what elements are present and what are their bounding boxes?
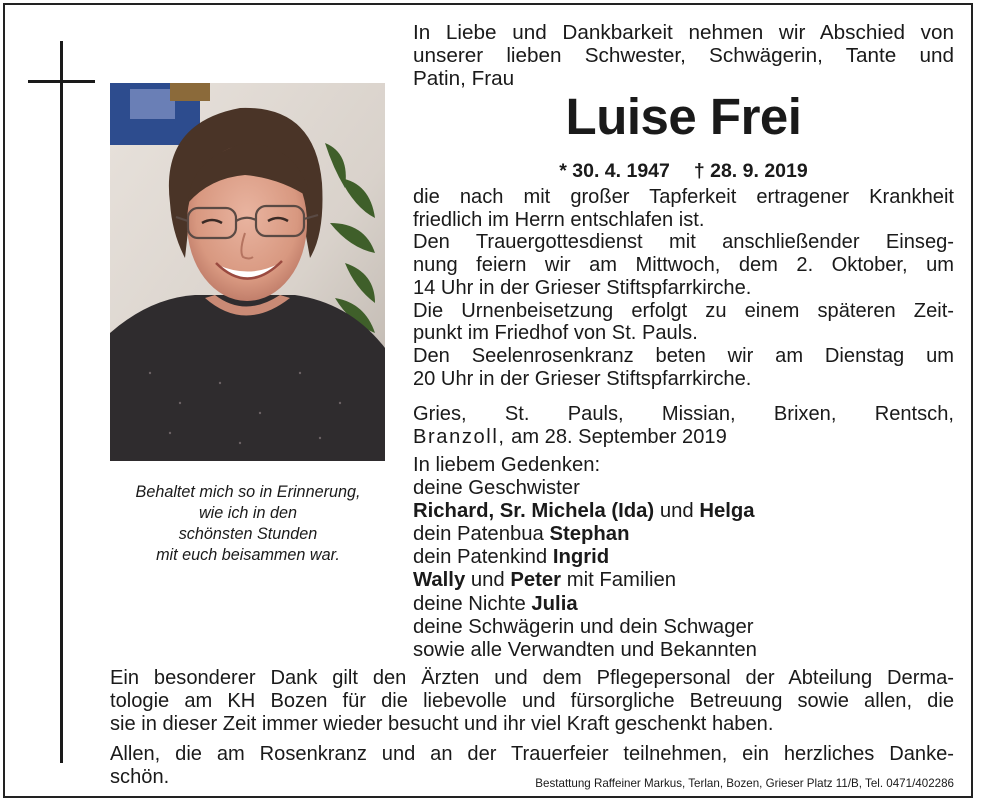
connector-text: und xyxy=(659,500,694,523)
cross-horizontal-bar xyxy=(28,80,95,83)
mourner-line xyxy=(413,500,954,523)
mourner-name: Stephan xyxy=(549,523,630,546)
relation-label: deine Nichte xyxy=(413,592,526,615)
death-date: † 28. 9. 2019 xyxy=(693,160,808,182)
mourner-line: sowie alle Verwandten und Bekannten xyxy=(413,638,757,661)
place-branzoll: Branzoll, xyxy=(413,426,506,448)
intro-line: Patin, Frau xyxy=(413,67,515,91)
thanks-paragraph xyxy=(110,667,954,735)
body-line: Den Trauergottesdienst mit anschließender Einseg- xyxy=(413,231,954,254)
mourner-name: Helga xyxy=(699,500,755,523)
body-line: die nach mit großer Tapferkeit ertragener Krankheit xyxy=(413,186,954,208)
quote-line: mit euch beisammen war. xyxy=(156,546,340,564)
relation-label: dein Patenbua xyxy=(413,523,544,546)
places-line: Gries, St. Pauls, Missian, Brixen, Rentsch, xyxy=(413,403,954,425)
mourner-line: deine Geschwister xyxy=(413,477,580,500)
quote-line: schönsten Stunden xyxy=(178,525,318,543)
mourners-heading: In liebem Gedenken: xyxy=(413,454,601,476)
life-dates xyxy=(413,159,954,183)
deceased-name: Luise Frei xyxy=(565,88,802,145)
mourner-name: Peter xyxy=(510,569,562,592)
relation-label: mit Familien xyxy=(566,569,677,592)
body-line: nung feiern wir am Mittwoch, dem 2. Oktober, um xyxy=(413,254,954,277)
body-line: 14 Uhr in der Grieser Stiftspfarrkirche. xyxy=(413,276,752,299)
body-line: Den Seelenrosenkranz beten wir am Dienstag um xyxy=(413,344,954,367)
birth-date: * 30. 4. 1947 xyxy=(559,160,670,182)
intro-text xyxy=(413,21,954,91)
mourner-line xyxy=(413,546,954,569)
mourner-name: Julia xyxy=(531,592,578,615)
memorial-quote xyxy=(104,482,392,566)
closing-line: schön. xyxy=(110,765,170,788)
body-line: Die Urnenbeisetzung erfolgt zu einem späteren Zeit- xyxy=(413,299,954,322)
body-line: punkt im Friedhof von St. Pauls. xyxy=(413,322,698,345)
body-line: 20 Uhr in der Grieser Stiftspfarrkirche. xyxy=(413,367,752,390)
notice-date: am 28. September 2019 xyxy=(511,426,727,448)
thanks-line: sie in dieser Zeit immer wieder besucht und ihr viel Kraft geschenkt haben. xyxy=(110,712,774,735)
thanks-line: Ein besonderer Dank gilt den Ärzten und dem Pflegepersonal der Abteilung Derma- xyxy=(110,667,954,689)
cross-vertical-bar xyxy=(60,41,63,763)
mourner-names: Richard, Sr. Michela (Ida) xyxy=(413,500,655,523)
mourner-name: Wally xyxy=(413,569,466,592)
thanks-line: tologie am KH Bozen für die liebevolle und fürsorgliche Betreuung sowie allen, die xyxy=(110,689,954,712)
funeral-details xyxy=(413,186,954,390)
intro-line: In Liebe und Dankbarkeit nehmen wir Abschied von xyxy=(413,21,954,44)
connector-text: und xyxy=(470,569,505,592)
mourner-line xyxy=(413,523,954,546)
body-line: friedlich im Herrn entschlafen ist. xyxy=(413,208,705,231)
relation-label: dein Patenkind xyxy=(413,546,548,569)
mourner-line: deine Schwägerin und dein Schwager xyxy=(413,615,754,638)
mourner-name: Ingrid xyxy=(552,546,610,569)
portrait-photo xyxy=(110,83,385,461)
mourners-list xyxy=(413,454,954,662)
quote-line: Behaltet mich so in Erinnerung, xyxy=(135,483,361,501)
mourner-line xyxy=(413,593,954,616)
portrait-image xyxy=(110,83,385,461)
intro-line: unserer lieben Schwester, Schwägerin, Tante und xyxy=(413,44,954,68)
funeral-home-credit: Bestattung Raffeiner Markus, Terlan, Bozen, Grieser Platz 11/B, Tel. 0471/402286 xyxy=(535,777,954,790)
quote-line: wie ich in den xyxy=(198,504,298,522)
places-line-2 xyxy=(413,426,954,449)
mourner-line xyxy=(413,569,954,592)
closing-line: Allen, die am Rosenkranz und an der Trauerfeier teilnehmen, ein herzliches Danke- xyxy=(110,743,954,765)
place-and-date xyxy=(413,403,954,449)
